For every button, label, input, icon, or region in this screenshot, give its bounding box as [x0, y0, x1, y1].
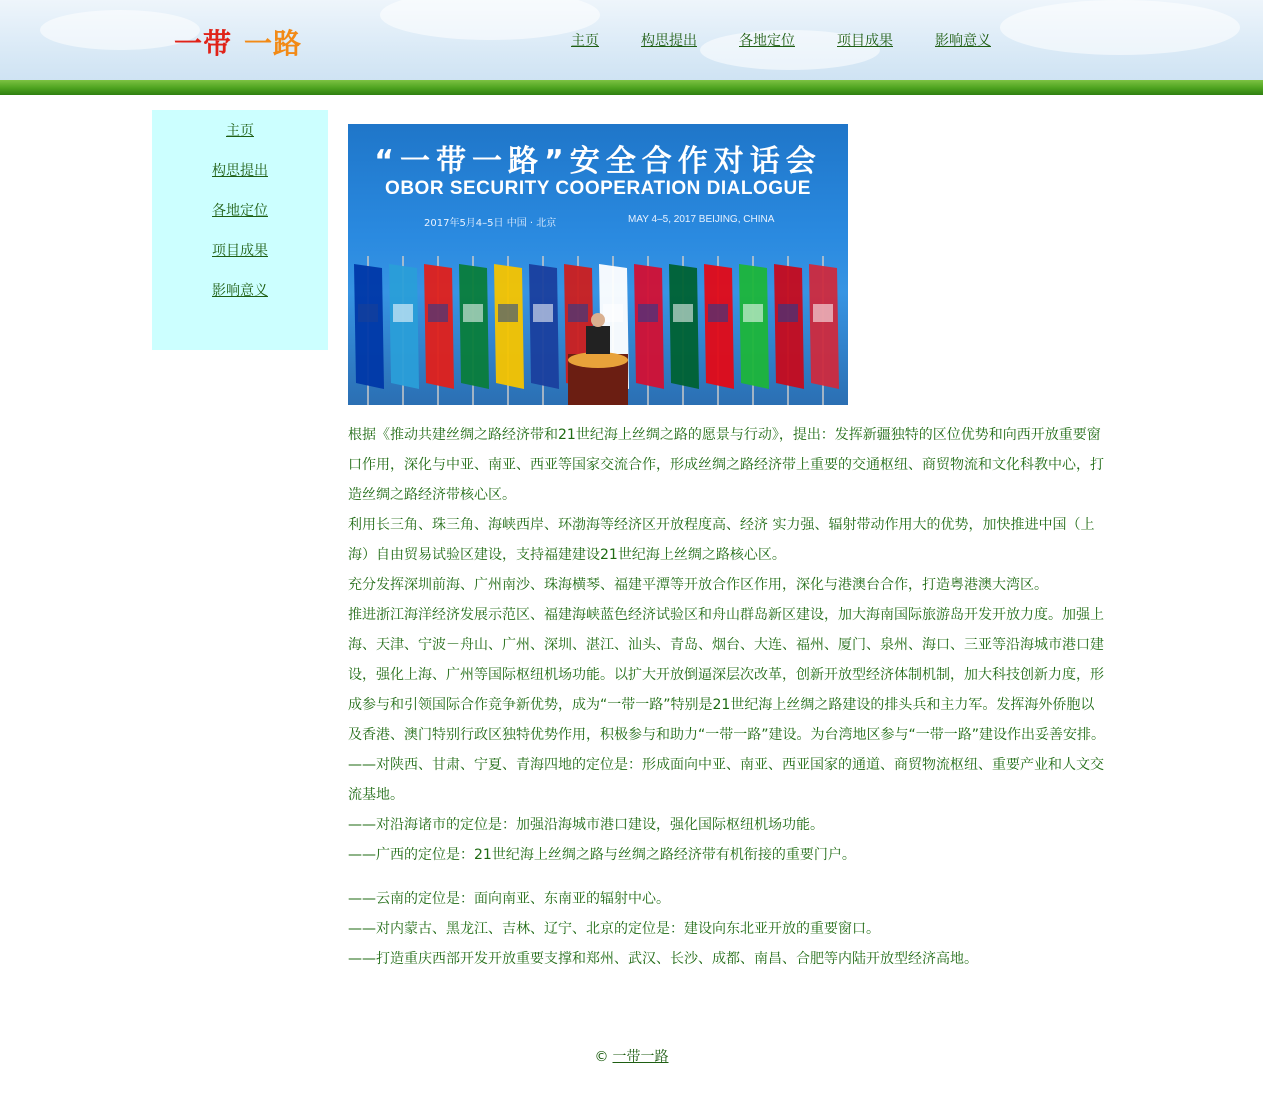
article-body [348, 420, 1108, 974]
flag-stripe [358, 304, 378, 322]
flag-stripe [638, 304, 658, 322]
hero-title-en: OBOR SECURITY COOPERATION DIALOGUE [385, 178, 811, 199]
hero-image [348, 124, 848, 405]
flag [529, 264, 559, 389]
logo-text-part2: 一路 [244, 27, 303, 60]
flag [424, 264, 454, 389]
flag-stripe [673, 304, 693, 322]
flag-stripe [428, 304, 448, 322]
sidebar-item-significance[interactable]: 影响意义 [212, 283, 268, 299]
article-paragraph: ——广西的定位是：21世纪海上丝绸之路与丝绸之路经济带有机衔接的重要门户。 [348, 847, 856, 863]
flag [389, 264, 419, 389]
hero-title-cn: “一带一路”安全合作对话会 [374, 144, 822, 179]
article-paragraph: 推进浙江海洋经济发展示范区、福建海峡蓝色经济试验区和舟山群岛新区建设，加大海南国际旅游岛开发开放力度。加强上海、天津、宁波－舟山、广州、深圳、湛江、汕头、青岛、烟台、大连、福州、厦门、泉州、海口、三亚等沿海城市港口建设，强化上海、广州等国际枢纽机场功能。以扩大开放倒逼深层次改革，创新开放型经济体制机制，加大科技创新力度，形成参与和引领国际合作竞争新优势，成为“一带一路”特别是21世纪海上丝绸之路建设的排头兵和主力军。发挥海外侨胞以及香港、澳门特别行政区独特优势作用，积极参与和助力“一带一路”建设。为台湾地区参与“一带一路”建设作出妥善安排。 [348, 607, 1106, 743]
flag [494, 264, 524, 389]
nav-item-achievements[interactable]: 项目成果 [837, 33, 893, 49]
nav-item-home[interactable]: 主页 [571, 33, 599, 49]
flag-stripe [743, 304, 763, 322]
flag [459, 264, 489, 389]
hero-date-cn: 2017年5月4–5日 中国 · 北京 [424, 218, 557, 229]
site-header [0, 0, 1263, 80]
sidebar [152, 110, 328, 350]
flag-stripe [533, 304, 553, 322]
article-paragraph: 利用长三角、珠三角、海峡西岸、环渤海等经济区开放程度高、经济 实力强、辐射带动作用大的优势，加快推进中国（上海）自由贸易试验区建设，支持福建建设21世纪海上丝绸之路核心区。 [348, 517, 1095, 563]
speaker [586, 326, 610, 354]
flag-stripe [778, 304, 798, 322]
logo-text-part1: 一带 [174, 27, 233, 60]
flag-stripe [813, 304, 833, 322]
speaker-head [591, 313, 605, 327]
hero-date-en: MAY 4–5, 2017 BEIJING, CHINA [628, 214, 775, 225]
site-logo[interactable] [174, 22, 302, 62]
sidebar-item-home[interactable]: 主页 [226, 123, 254, 139]
article-paragraph: 充分发挥深圳前海、广州南沙、珠海横琴、福建平潭等开放合作区作用，深化与港澳台合作，打造粤港澳大湾区。 [348, 577, 1048, 593]
flags-illustration [348, 124, 848, 405]
flag-stripe [393, 304, 413, 322]
podium-flowers [568, 352, 628, 368]
flag [634, 264, 664, 389]
nav-item-positioning[interactable]: 各地定位 [739, 33, 795, 49]
sidebar-item-concept[interactable]: 构思提出 [212, 163, 268, 179]
flag [669, 264, 699, 389]
article-paragraph: ——对沿海诸市的定位是：加强沿海城市港口建设，强化国际枢纽机场功能。 [348, 817, 824, 833]
flag-stripe [568, 304, 588, 322]
footer [0, 1046, 1263, 1066]
flag-stripe [603, 304, 623, 322]
flag [354, 264, 384, 389]
sidebar-item-achievements[interactable]: 项目成果 [212, 243, 268, 259]
article-paragraph: ——云南的定位是：面向南亚、东南亚的辐射中心。 [348, 891, 670, 907]
flag-stripe [498, 304, 518, 322]
nav-item-significance[interactable]: 影响意义 [935, 33, 991, 49]
article-paragraph: ——对内蒙古、黑龙江、吉林、辽宁、北京的定位是：建设向东北亚开放的重要窗口。 [348, 921, 880, 937]
article-paragraph: ——对陕西、甘肃、宁夏、青海四地的定位是：形成面向中亚、南亚、西亚国家的通道、商贸物流枢纽、重要产业和人文交流基地。 [348, 757, 1104, 803]
header-grass-strip [0, 80, 1263, 95]
flag [704, 264, 734, 389]
flag [739, 264, 769, 389]
sidebar-item-positioning[interactable]: 各地定位 [212, 203, 268, 219]
flag [774, 264, 804, 389]
flag-stripe [708, 304, 728, 322]
article-paragraph: 根据《推动共建丝绸之路经济带和21世纪海上丝绸之路的愿景与行动》，提出：发挥新疆独特的区位优势和向西开放重要窗口作用，深化与中亚、南亚、西亚等国家交流合作，形成丝绸之路经济带上重要的交通枢纽、商贸物流和文化科教中心，打造丝绸之路经济带核心区。 [348, 427, 1104, 503]
flag [809, 264, 839, 389]
footer-home-link[interactable]: 一带一路 [612, 1049, 669, 1065]
article-paragraph: ——打造重庆西部开发开放重要支撑和郑州、武汉、长沙、成都、南昌、合肥等内陆开放型经济高地。 [348, 951, 978, 967]
copyright-symbol: © [594, 1049, 609, 1065]
nav-item-concept[interactable]: 构思提出 [641, 33, 697, 49]
flag-stripe [463, 304, 483, 322]
